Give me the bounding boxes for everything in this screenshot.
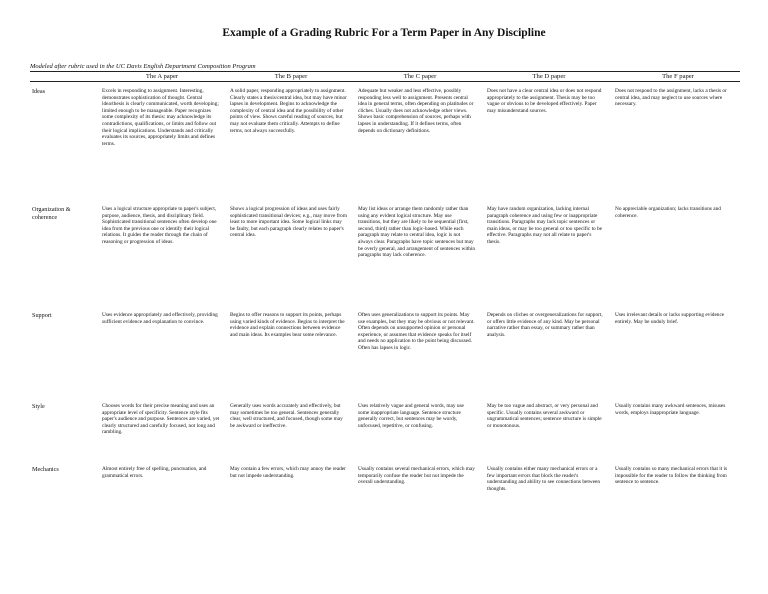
column-header-a: The A paper [145, 73, 179, 80]
cell-ideas-f: Does not respond to the assignment, lacks a thesis or central idea, and may neglect to use sources where necessary. [615, 88, 727, 108]
cell-support-f: Uses irrelevant details or lacks supporting evidence entirely. May be unduly brief. [615, 312, 725, 325]
cell-support-a: Uses evidence appropriately and effectively, providing sufficient evidence and explanation to convince. [102, 312, 218, 325]
header-bottom-rule [30, 81, 740, 82]
cell-organization-c: May list ideas or arrange them randomly rather than using any evident logical structure. May use transitions, but they are likely to be sequential (first, second, third) rather than logic-based. While each paragraph may relate to central idea, logic is not always clear. Paragraphs have topic sentences but may be overly general, and arrangement of sentences within paragraphs may lack coherence. [358, 206, 476, 259]
cell-support-d: Depends on cliches or overgeneralizations for support, or offers little evidence of any kind. May be personal narrative rather than essay, or summary rather than analysis. [487, 312, 603, 338]
cell-style-a: Chooses words for their precise meaning and uses an appropriate level of specificity. Sentence style fits paper's audience and purpose. Sentences are varied, yet clearly structured and carefully focused, not long and rambling. [102, 403, 220, 436]
cell-ideas-b: A solid paper, responding appropriately to assignment. Clearly states a thesis/central idea, but may have minor lapses in development. Begins to acknowledge the complexity of central idea and the possibility of other points of view. Shows careful reading of sources, but may not evaluate them critically. Attempts to define terms, not always successfully. [230, 88, 347, 134]
row-label-support: Support [32, 312, 52, 319]
cell-organization-b: Shows a logical progression of ideas and uses fairly sophisticated transitional devices; e.g., may move from least to more important idea. Some logical links may be faulty, but each paragraph clearly relates to paper's central idea. [230, 206, 347, 239]
cell-mechanics-f: Usually contains so many mechanical errors that it is impossible for the reader to follow the thinking from sentence to sentence. [615, 466, 728, 486]
column-header-b: The B paper [274, 73, 308, 80]
cell-organization-d: May have random organization, lacking internal paragraph coherence and using few or inappropriate transitions. Paragraphs may lack topic sentences or main ideas, or may be too general or too specific to be effective. Paragraphs may not all relate to paper's thesis. [487, 206, 603, 245]
page-subtitle: Modeled after rubric used in the UC Davis English Department Composition Program [30, 63, 256, 70]
row-label-style: Style [32, 403, 45, 410]
cell-ideas-d: Does not have a clear central idea or does not respond appropriately to the assignment. Thesis may be too vague or obvious to be developed effectively. Paper may misunderstand sources. [487, 88, 602, 114]
cell-mechanics-d: Usually contains either many mechanical errors or a few important errors that block the reader's understanding and ability to see connections between thoughts. [487, 466, 600, 492]
cell-style-b: Generally uses words accurately and effectively, but may sometimes be too general. Sentences generally clear, well structured, and focused, though some may be awkward or ineffective. [230, 403, 343, 429]
cell-style-d: May be too vague and abstract, or very personal and specific. Usually contains several awkward or ungrammatical sentences; sentence structure is simple or monotonous. [487, 403, 602, 429]
cell-support-b: Begins to offer reasons to support its points, perhaps using varied kinds of evidence. Begins to interpret the evidence and explain connections between evidence and main ideas. Its examples bear some relevance. [230, 312, 345, 338]
cell-style-c: Uses relatively vague and general words, may use some inappropriate language. Sentence structure generally correct, but sentences may be wordy, unfocused, repetitive, or confusing. [358, 403, 464, 429]
cell-ideas-a: Excels in responding to assignment. Interesting, demonstrates sophistication of thought. Central idea/thesis is clearly communicated, worth developing; limited enough to be manageable. Paper recognizes some complexity of its thesis: may acknowledge its contradictions, qualifications, or limits and follow out their logical implications. Understands and critically evaluates its sources, appropriately limits and defines terms. [102, 88, 219, 147]
column-header-d: The D paper [532, 73, 566, 80]
cell-support-c: Often uses generalizations to support its points. May use examples, but they may be obvious or not relevant. Often depends on unsupported opinion or personal experience, or assumes that evidence speaks for itself and needs no application to the point being discussed. Often has lapses in logic. [358, 312, 475, 351]
column-header-f: The F paper [662, 73, 694, 80]
page-title: Example of a Grading Rubric For a Term Paper in Any Discipline [222, 27, 546, 39]
header-top-rule [30, 71, 740, 72]
cell-organization-a: Uses a logical structure appropriate to paper's subject, purpose, audience, thesis, and disciplinary field. Sophisticated transitional sentences often develop one idea from the previous one or identify their logical relations. It guides the reader through the chain of reasoning or progression of ideas. [102, 206, 217, 245]
cell-mechanics-b: May contain a few errors, which may annoy the reader but not impede understanding. [230, 466, 346, 479]
cell-style-f: Usually contains many awkward sentences, misuses words, employs inappropriate language. [615, 403, 726, 416]
row-label-ideas: Ideas [32, 88, 46, 95]
cell-organization-f: No appreciable organization; lacks transitions and coherence. [615, 206, 721, 219]
column-header-c: The C paper [403, 73, 437, 80]
row-label-mechanics: Mechanics [32, 466, 59, 473]
cell-mechanics-a: Almost entirely free of spelling, punctuation, and grammatical errors. [102, 466, 207, 479]
cell-ideas-c: Adequate but weaker and less effective, possibly responding less well to assignment. Presents central idea in general terms, often depending on platitudes or cliches. Usually does not acknowledge other views. Shows basic comprehension of sources, perhaps with lapses in understanding. If it defines terms, often depends on dictionary definitions. [358, 88, 474, 134]
cell-mechanics-c: Usually contains several mechanical errors, which may temporarily confuse the reader but not impede the overall understanding. [358, 466, 475, 486]
row-label-organization: Organization & coherence [32, 206, 71, 221]
